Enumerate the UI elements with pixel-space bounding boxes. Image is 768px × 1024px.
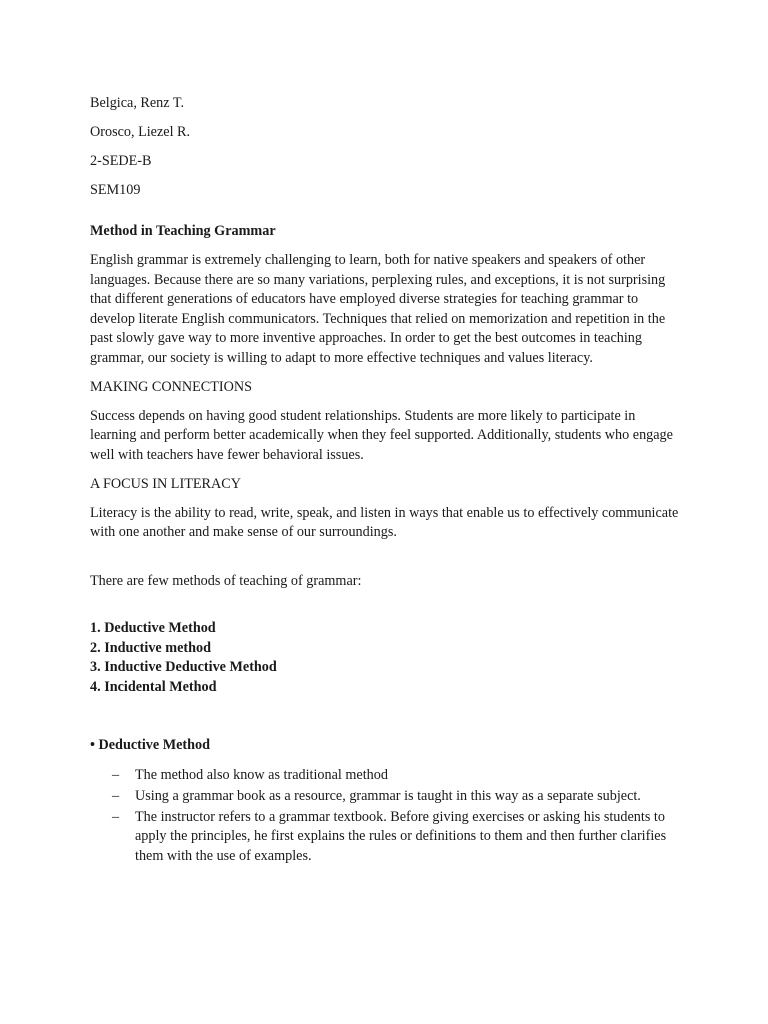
dash-marker: – bbox=[112, 787, 120, 804]
list-item: 2. Inductive method bbox=[90, 639, 211, 656]
section-heading-making-connections: MAKING CONNECTIONS bbox=[90, 378, 252, 395]
point-text: The method also know as traditional method bbox=[135, 766, 388, 783]
list-item: 1. Deductive Method bbox=[90, 620, 216, 637]
methods-list bbox=[90, 619, 682, 697]
section-text-focus-in-literacy: Literacy is the ability to read, write, speak, and listen in ways that enable us to effectively communicate with one another and make sense of our surroundings. bbox=[90, 504, 679, 541]
document-title: Method in Teaching Grammar bbox=[90, 222, 276, 239]
author-name-1: Belgica, Renz T. bbox=[90, 95, 185, 111]
course-code: SEM109 bbox=[90, 182, 141, 199]
deductive-points-list bbox=[90, 766, 682, 867]
deductive-method-heading: • Deductive Method bbox=[90, 737, 211, 754]
point-text: The instructor refers to a grammar textbook. Before giving exercises or asking his students to apply the principles, he first explains the rules or definitions to them and then further clarifies them with the use of examples. bbox=[135, 808, 667, 864]
author-header bbox=[90, 94, 682, 201]
section-code: 2-SEDE-B bbox=[90, 153, 152, 170]
section-text-making-connections: Success depends on having good student relationships. Students are more likely to participate in learning and perform better academically when they feel supported. Additionally, students who engage well with teachers have fewer behavioral issues. bbox=[90, 407, 673, 463]
point-text: Using a grammar book as a resource, grammar is taught in this way as a separate subject. bbox=[135, 787, 641, 804]
list-item bbox=[90, 766, 682, 786]
dash-marker: – bbox=[112, 766, 120, 783]
section-heading-focus-in-literacy: A FOCUS IN LITERACY bbox=[90, 475, 241, 492]
intro-paragraph: English grammar is extremely challenging to learn, both for native speakers and speakers of other languages. Because there are so many variations, perplexing rules, and exceptions, it is not surprising that different generations of educators have employed diverse strategies for teaching grammar to develop literate English communicators. Techniques that relied on memorization and repetition in the past slowly gave way to more inventive approaches. In order to get the best outcomes in teaching grammar, our society is willing to adapt to more effective techniques and values literacy. bbox=[90, 252, 666, 366]
list-item bbox=[90, 808, 682, 867]
dash-marker: – bbox=[112, 808, 120, 825]
author-name-2: Orosco, Liezel R. bbox=[90, 124, 191, 141]
methods-intro: There are few methods of teaching of grammar: bbox=[90, 572, 362, 589]
list-item: 4. Incidental Method bbox=[90, 678, 217, 695]
document-page bbox=[90, 94, 682, 868]
list-item: 3. Inductive Deductive Method bbox=[90, 659, 277, 676]
list-item bbox=[90, 787, 682, 807]
